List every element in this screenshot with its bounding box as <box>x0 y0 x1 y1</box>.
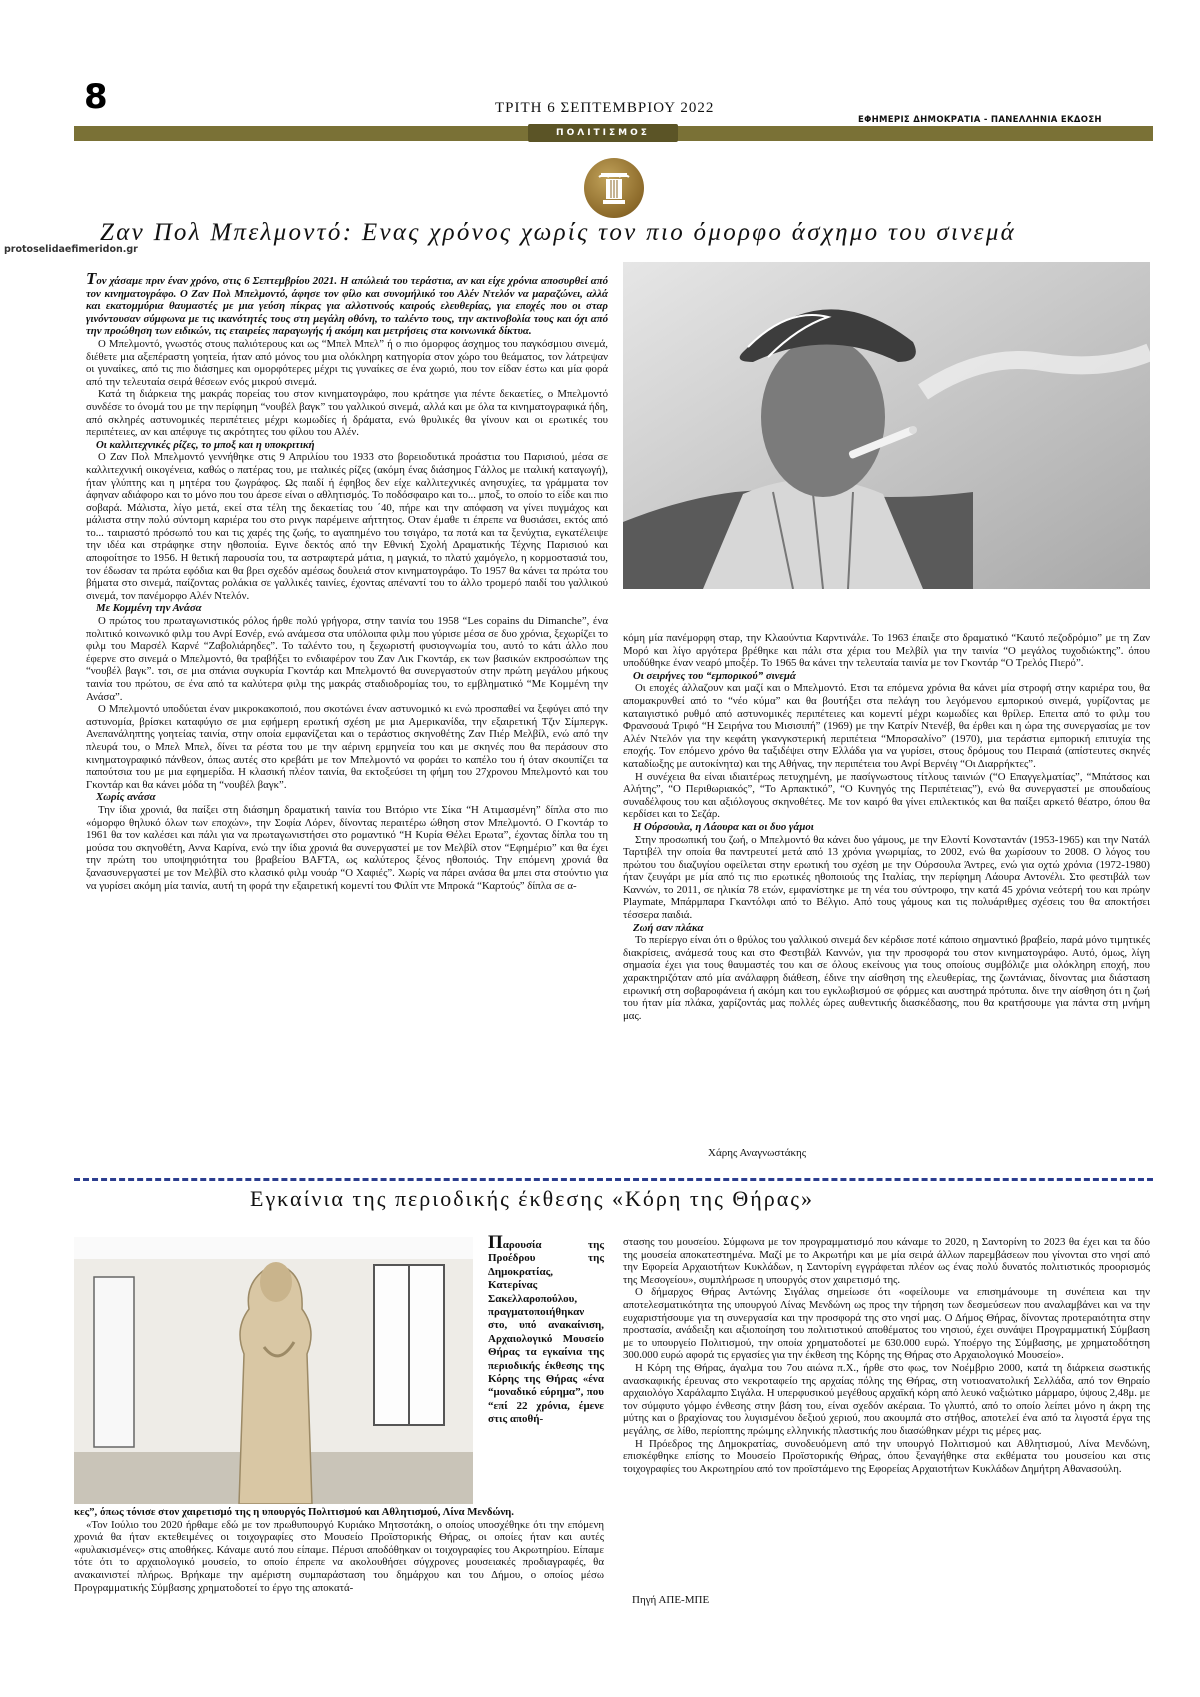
article1-right-column <box>623 632 1150 1022</box>
paragraph: Ο δήμαρχος Θήρας Αντώνης Σιγάλας σημείωσε ότι «οφείλουμε να επισημάνουμε τη συνέπεια και την αποτελεσματικότητα της υπουργού Λίνας Μενδώνη ως προς την τήρηση των δεσμεύσεων που αναλαμβάνει και να την ευχαριστήσουμε για τη συνεργασία και την προσφορά της στο νησί μας. Ο Δήμος Θήρας, δίνοντας προτεραιότητα στην προστασία, ανάδειξη και αξιοποίηση του πολιτιστικού αποθέματος του νησιού, έχει συνάψει Προγραμματική Σύμβαση με το υπουργείο Πολιτισμού, την οποία χρηματοδοτεί με 630.000 ευρώ. Υποέργο της Σύμβασης, με χρηματοδότηση 300.000 ευρώ αφορά τις εργασίες για την έκθεση της Κόρης της Θήρας στο Αρχαιολογικό Μουσείο». <box>623 1286 1150 1362</box>
masthead: ΕΦΗΜΕΡΙΣ ΔΗΜΟΚΡΑΤΙΑ - ΠΑΝΕΛΛΗΝΙΑ ΕΚΔΟΣΗ <box>858 115 1102 125</box>
article2-left-column <box>74 1506 604 1594</box>
paragraph: Στην προσωπική του ζωή, ο Μπελμοντό θα κάνει δυο γάμους, με την Ελοντί Κονσταντάν (1953-1965) και την Νατάλ Ταρτιβέλ την οποία θα παντρευτεί μετά από 13 χρόνια γνωριμίας, το 2002, ενώ θα χωρίσουν το 2008. Ο λόγος του πρώτου του διαζυγίου οφείλεται στην ερωτική του σχέση με την Ούρσουλα Άντρες, ενώ για οχτώ χρόνια (1972-1980) ήταν ζευγάρι με μία από τις πιο ερωτικές ηθοποιούς της Ιταλίας, την περίφημη Λάουρα Αντονέλι. Στο φεστιβάλ των Καννών, το 2011, σε ηλικία 78 ετών, εμφανίστηκε με τη νέα του σύντροφο, την κατά 45 χρόνια νεότερή του και πρώην Playmate, Μπάρμπαρα Γκαντόλφι από το Βέλγιο. Από τους γάμους και τις πολυάριθμες σχέσεις του θα αποκτήσει τέσσερα παιδιά. <box>623 833 1150 922</box>
dropcap: Τ <box>86 269 97 288</box>
paragraph: Η συνέχεια θα είναι ιδιαιτέρως πετυχημένη, με πασίγνωστους τίτλους ταινιών (“Ο Επαγγελματίας”, “Μπάτσος και Αλήτης”, “Ο Περιθωριακός”, “Το Αρπακτικό”, “Ο Κυνηγός της Περιπέτειας”), ενώ θα συνεργαστεί με σπουδαίους συναδέλφους του και αξιόλογους σκηνοθέτες. Με τον καιρό θα γίνει επιλεκτικός και θα παίξει αρκετό θέατρο, όπου θα κερδίσει και το Σεζάρ. <box>623 770 1150 821</box>
paragraph: Την ίδια χρονιά, θα παίξει στη διάσημη δραματική ταινία του Βιτόριο ντε Σίκα “Η Ατιμασμένη” δίπλα στο πιο «όμορφο θηλυκό όλων των εποχών», την Σοφία Λόρεν, δίνοντας περαιτέρω ώθηση στον Μπελμοντό. Ο Γκοντάρ το 1961 θα τον καλέσει και πάλι για να πρωταγωνιστήσει στο ρομαντικό “Η Κυρία Θέλει Ερωτα”, έχοντας δίπλα του τη μούσα του σκηνοθέτη, Αννα Καρίνα, ενώ την ίδια χρονιά θα συνεργαστεί με τον Μελβίλ στον “Εφημέριο” και θα έχει την πρώτη του υποψηφιότητα του βραβείου BAFTA, ως καλύτερος ξένος ηθοποιός. Την επόμενη χρονιά θα ξανασυνεργαστεί με τον Μελβίλ στο κλασικό φιλμ νουάρ “Ο Χαφιές”. Χωρίς να πάρει ανάσα θα μπει στα στούντιο για να γυρίσει ακόμη μία ταινία, αυτή τη φορά την εξαιρετική κομεντί του Φιλίπ ντε Μπροκά “Καρτούς” δίπλα σε α- <box>86 803 608 892</box>
kore-statue-photo <box>74 1237 473 1504</box>
paragraph: Ο Μπελμοντό υποδύεται έναν μικροκακοποιό, που σκοτώνει έναν αστυνομικό κι ενώ προσπαθεί να ξεφύγει από την αστυνομία, βρίσκει καταφύγιο σε μια εφήμερη ερωτική σχέση με μια Αμερικανίδα, την εξαιρετική Τζιν Σίμπεργκ. Ανεπανάληπτης γοητείας ταινία, στην οποία εμφανίζεται και ο τεράστιος σκηνοθέτης Ζαν Πιέρ Μελβίλ, ενώ από την πλευρά του, ο Μπελ Μπελ, δίνει τα ρέστα του με την αέρινη ερμηνεία του και με σκηνές που θα περάσουν στο κινηματογραφικό πάνθεον, όπως αυτές στο κρεβάτι με τον Μπελμοντό να φοράει το καπέλο του ή όταν σκουπίζει τα παπούτσια του με μια εφημερίδα. Η κλασική πλέον ταινία, θα εκτοξεύσει τη φήμη του 27χρονου Μπελμοντό και του Γκοντάρ και θα κάνει μόδα τη “νουβέλ βαγκ”. <box>86 703 608 791</box>
paragraph: Ο Μπελμοντό, γνωστός στους παλιότερους και ως “Μπελ Μπελ” ή ο πιο όμορφος άσχημος του παγκόσμιου σινεμά, διέθετε μια αξεπέραστη γοητεία, ήταν από μόνος του μια ολόκληρη κατηγορία στον χώρο του θεάματος, τον λάτρεψαν οι γυναίκες, από τις πιο διάσημες και ομορφότερες μέχρι τις γυναίκες σε ένα χωριό, που τον είδαν έστω και μία φορά από την τελευταία σειρά θέσεων ενός μικρού σινεμά. <box>86 337 608 388</box>
paragraph: Η Κόρη της Θήρας, άγαλμα του 7ου αιώνα π.Χ., ήρθε στο φως, τον Νοέμβριο 2000, κατά τη διάρκεια σωστικής ανασκαφικής έρευνας στο νεκροταφείο της αρχαίας πόλης της Θήρας, στη νοτιοανατολική Σελλάδα, από τον Θηραίο αρχαιολόγο Χαράλαμπο Σιγάλα. Η υπερφυσικού μεγέθους αρχαϊκή κόρη από λευκό ναξιώτικο μάρμαρο, ύψους 2,48μ. με τον σύμφυτο γόμφο ένθεσης στην βάση του, είναι σχεδόν ακέραια. Το γλυπτό, από το οποίο λείπει μόνο η άκρη της μύτης και ο βραχίονας του λυγισμένου δεξιού χεριού, που ακουμπά στο στήθος, αποτελεί ένα από τα λιγοστά έργα της μεγάλης, σε λίθο, περίοπτης πρώιμης ελληνικής πλαστικής που διασώθηκαν μέχρι τις μέρες μας. <box>623 1361 1150 1437</box>
paragraph: Ο Ζαν Πολ Μπελμοντό γεννήθηκε στις 9 Απριλίου του 1933 στο βορειοδυτικά προάστια του Παρισιού, μέσα σε καλλιτεχνική οικογένεια, καθώς ο πατέρας του, με ιταλικές ρίζες (ακόμη ένας διάσημος Γάλλος με ιταλική καταγωγή), ήταν γλύπτης και η μητέρα του ζωγράφος. Ως παιδί ή έφηβος δεν είχε καλλιτεχνικές ανησυχίες, τα γράμματα τον άφηναν αδιάφορο και το μόνο που του άρεσε είναι ο αθλητισμός. Το ποδόσφαιρο και το... μποξ, το οποίο το είδε και πιο σοβαρά. Μάλιστα, λίγο μετά, εκεί στα τέλη της δεκαετίας του ΄40, πήρε και την απόφαση να γίνει πυγμάχος και μάλιστα στην πολύ σύντομη καριέρα του στο ρινγκ παρέμεινε αήττητος. Οταν έμαθε τι έπρεπε να θυσιάσει, εκτός από το... ταιριαστό πρόσωπό του και τις χαρές της ζωής, το αγαπημένο του τσιγάρο, τα ποτά και τα ξενύχτια, εγκατέλειψε την ιδέα και στράφηκε στην ηθοποιία. Εγινε δεκτός από την Εθνική Σχολή Δραματικής Τέχνης Παρισιού και αποφοίτησε το 1956. Η θετική παρουσία του, τα αστραφτερά μάτια, η μαγκιά, το πλατύ χαμόγελο, η κορμοστασιά του, τον έδωσαν τα πρώτα εφόδια και θα βρει σχεδόν αμέσως δουλειά στον κινηματογράφο. Το 1957 θα κάνει τα πρώτα του βήματα στο σινεμά, παίζοντας ρολάκια σε γαλλικές ταινίες, έχοντας απέναντί του το άλλο τρομερό παιδί του γαλλικού σινεμά, τον πανέμορφο Αλέν Ντελόν. <box>86 451 608 602</box>
watermark: protoselidaefimeridon.gr <box>4 244 138 255</box>
greek-column-icon <box>584 158 644 218</box>
paragraph: Κατά τη διάρκεια της μακράς πορείας του στον κινηματογράφο, που κράτησε για πέντε δεκαετίες, ο Μπελμοντό συνδέσε το όνομά του με την περίφημη “νουβέλ βαγκ” του γαλλικού σινεμά, αλλά και με όλα τα κινηματογραφικά ήδη, από σκληρές αστυνομικές περιπέτειες μέχρι κωμωδίες ή δράματα, ενώ θρυλικές θα γίνουν και οι ερωτικές του περιπέτειες, αν και απέφυγε τις ακρότητες του φίλου του Αλέν. <box>86 388 608 439</box>
paragraph: «Τον Ιούλιο του 2020 ήρθαμε εδώ με τον πρωθυπουργό Κυριάκο Μητσοτάκη, ο οποίος υποσχέθηκε ότι την επόμενη χρονιά θα ήταν εκτεθειμένες οι τοιχογραφίες στο Μουσείο Προϊστορικής Θήρας, οι οποίες ήταν και αυτές «φυλακισμένες» στις αποθήκες. Κάναμε αυτό που είπαμε. Πέρυσι αποδόθηκαν οι τοιχογραφίες του Ακρωτηρίου. Είπαμε τότε ότι το αρχαιολογικό μουσείο, το οποίο έπρεπε να ακολουθήσει σύγχρονες μουσειακές προδιαγραφές, θα ανακαινιστεί πλήρως. Βρήκαμε την αμέριστη συμπαράσταση του δημάρχου και του Δήμου, ο οποίος μέσω Προγραμματικής Σύμβασης χρηματοδοτεί το έργο της αποκατά- <box>74 1518 604 1594</box>
article1-author: Χάρης Αναγνωστάκης <box>708 1147 807 1159</box>
article2-right-column <box>623 1236 1150 1475</box>
subheading: Οι σειρήνες του “εμπορικού” σινεμά <box>633 669 796 682</box>
subheading: Ζωή σαν πλάκα <box>633 921 704 934</box>
page-number: 8 <box>84 77 108 117</box>
subheading: Η Ούρσουλα, η Λάουρα και οι δυο γάμοι <box>633 820 814 833</box>
article2-headline: Εγκαίνια της περιοδικής έκθεσης «Κόρη της Θήρας» <box>250 1186 814 1211</box>
paragraph: Η Πρόεδρος της Δημοκρατίας, συνοδευόμενη από την υπουργό Πολιτισμού και Αθλητισμού, Λίνα Μενδώνη, επισκέφθηκε επίσης το Μουσείο Προϊστορικής Θήρας, όπου ξεναγήθηκε στα εκθέματα του μουσείου και στις τοιχογραφίες του Ακρωτηρίου από τον προϊστάμενο της Εφορείας Αρχαιοτήτων Κυκλάδων Δημήτρη Αθανασούλη. <box>623 1437 1150 1475</box>
section-label: ΠΟΛΙΤΙΣΜΟΣ <box>528 124 678 142</box>
subheading: Χωρίς ανάσα <box>96 791 156 804</box>
belmondo-photo <box>623 262 1150 589</box>
article2-lead-narrow: Παρουσία της Προέδρου της Δημοκρατίας, Κατερίνας Σακελλαροπούλου, πραγματοποιήθηκαν στο, υπό ανακαίνιση, Αρχαιολογικό Μουσείο Θήρας τα εγκαίνια της περιοδικής έκθεσης της Κόρης της Θήρας «ένα “μοναδικό εύρημα”, που “επί 22 χρόνια, έμενε στις αποθή- <box>488 1232 604 1426</box>
article1-headline: Ζαν Πολ Μπελμοντό: Ενας χρόνος χωρίς τον πιο όμορφο άσχημο του σινεμά <box>100 219 1017 246</box>
paragraph: στασης του μουσείου. Σύμφωνα με τον προγραμματισμό που κάναμε το 2020, η Σαντορίνη το 2023 θα έχει και τα δύο της μουσεία αποκατεστημένα. Μαζί με το Ακρωτήρι και με μία σειρά άλλων παρεμβάσεων που γίνονται στο νησί από την Εφορεία Αρχαιοτήτων Κυκλάδων, η Σαντορίνη εγγράφεται πλέον ως ένας πολύ δυνατός πολιτιστικός προορισμός της Μεσογείου», συμπλήρωσε η υπουργός στον χαιρετισμό της. <box>623 1236 1150 1286</box>
paragraph: κόμη μία πανέμορφη σταρ, την Κλαούντια Καρντινάλε. Το 1963 έπαιξε στο δραματικό “Καυτό πεζοδρόμιο” με τη Ζαν Μορό και λίγο αργότερα βρέθηκε και πάλι στα χέρια του Μελβίλ για την ταινία “Ο μεγάλος τυχοδιώκτης”. όπου υποδύθηκε έναν νεαρό μποξέρ. Το 1965 θα κάνει την τελευταία ταινία με τον Γκοντάρ “Ο Τρελός Πιερό”. <box>623 632 1150 670</box>
lead-continuation: κες”, όπως τόνισε στον χαιρετισμό της η υπουργός Πολιτισμού και Αθλητισμού, Λίνα Μενδώνη. <box>74 1506 515 1518</box>
paragraph: Ο πρώτος του πρωταγωνιστικός ρόλος ήρθε πολύ γρήγορα, στην ταινία του 1958 “Les copains du Dimanche”, ένα πολιτικό κοινωνικό φιλμ του Ανρί Εσνέρ, ενώ ανάμεσα στα υπόλοιπα φιλμ που γύρισε μέσα σε δυο χρόνια, ξεχωρίζει το φιλμ του Μαρσέλ Καρνέ “Ζαβολιάρηδες”. Το ταλέντο του, η ξεχωριστή φυσιογνωμία του, αυτό το κάτι άλλο που έφερνε στο σινεμά ο Μπελμοντό, θα τραβήξει το ενδιαφέρον του Ζαν Λικ Γκοντάρ, εκ των βασικών εκπροσώπων της “νουβέλ βαγκ”. τσι, σε μια σπάνια συγκυρία Γκοντάρ και Μπελμοντό θα συνεργαστούν στην πρώτη μεγάλου μήκους ταινία του πρώτου, σε ένα από τα καλύτερα φιλμ της μακράς σταδιοδρομίας του, το εμβληματικό “Με Κομμένη την Ανάσα”. <box>86 615 608 703</box>
issue-date: ΤΡΙΤΗ 6 ΣΕΠΤΕΜΒΡΙΟΥ 2022 <box>495 100 715 116</box>
paragraph: Το περίεργο είναι ότι ο θρύλος του γαλλικού σινεμά δεν κέρδισε ποτέ κάποιο σημαντικό βραβείο, παρά μόνο τιμητικές διακρίσεις, ανάμεσά τους και στο Φεστιβάλ Καννών, για την προσφορά του στον κινηματογράφο. Αυτό, όμως, λίγη σημασία έχει για τους θαυμαστές του και σε όλους εκείνους για τους οποίους συμβόλιζε μια ολόκληρη εποχή, που χαρακτηριζόταν από μία ανάλαφρη διάθεση, έδινε την αίσθηση της ελευθερίας, της ζωντάνιας, δίνοντας μια διάσταση ειρωνική στη σοβαροφάνεια ή ακόμη και του εγκλωβισμού σε φόρμες και αυστηρά πρότυπα. δινε την αίσθηση ότι η ζωή του ήταν μία πλάκα, χαρίζοντάς μας πολλές ώρες αυθεντικής διασκέδασης, που θα κρατήσουμε για πάντα στη μνήμη μας. <box>623 934 1150 1022</box>
article2-source: Πηγή ΑΠΕ-ΜΠΕ <box>632 1594 710 1606</box>
subheading: Οι καλλιτεχνικές ρίζες, το μποξ και η υποκριτική <box>96 438 315 451</box>
subheading: Με Κομμένη την Ανάσα <box>96 602 202 615</box>
paragraph: Οι εποχές άλλαζουν και μαζί και ο Μπελμοντό. Ετσι τα επόμενα χρόνια θα κάνει μία στροφή στην καριέρα του, θα απομακρυνθεί από το “νέο κύμα” και θα βουτήξει στα πελάγη του λεγόμενου εμπορικού σινεμά, γυρίζοντας με καταιγιστικό ρυθμό από αστυνομικές περιπέτειες και κομεντί μέχρι κωμωδίες και θρίλερ. Επειτα από το φιλμ του Φρανσουά Τριφό “Η Σειρήνα του Μισισιπή” (1969) με την Κατρίν Ντενέβ, θα έρθει και η ώρα της συνεργασίας με τον Αλέν Ντελόν για την κεφάτη γκανγκστερική περιπέτεια “Μπορσαλίνο” (1970), μια τεράστια εμπορική επιτυχία της εποχής. Τον επόμενο χρόνο θα ταξιδέψει στην Ελλάδα για να γυρίσει, στους δρόμους του Πειραιά (απίστευτες σκηνές καταδίωξης με αυτοκίνητα) και της Αθήνας, την περιπέτεια του Ανρί Βερνέιγ “Οι Διαρρήκτες”. <box>623 682 1150 770</box>
article-separator <box>74 1178 1153 1181</box>
article1-left-column <box>86 269 608 892</box>
dropcap: Π <box>488 1232 503 1253</box>
article1-lead: Τον χάσαμε πριν έναν χρόνο, στις 6 Σεπτεμβρίου 2021. Η απώλειά του τεράστια, αν και είχε χρόνια αποσυρθεί από τον κινηματογράφο. Ο Ζαν Πολ Μπελμοντό, άφησε τον φίλο και συνομήλικό του Αλέν Ντελόν να μαραζώνει, αλλά και εκατομμύρια θαυμαστές με μια γεύση πίκρας για αλλοτινούς καιρούς ελευθερίας, για εποχές που οι σταρ γινόντουσαν σύμφωνα με τις ικανότητές τους στη μεγάλη οθόνη, το ταλέντο τους, την ακτινοβολία τους και όχι από την προώθηση των ειδικών, τις εταιρείες παραγωγής ή ακόμη και μετρήσεις στα κοινωνικά δίκτυα. <box>86 269 608 338</box>
